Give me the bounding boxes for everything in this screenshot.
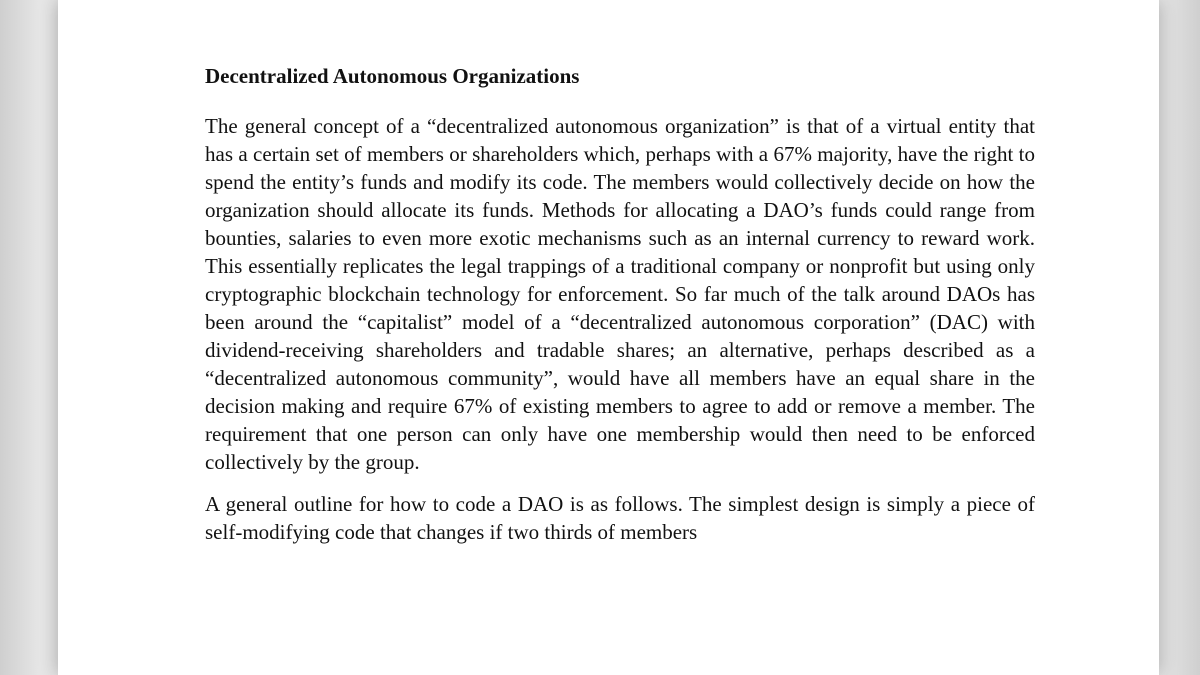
page-content [205, 60, 1035, 546]
body-paragraph-2: A general outline for how to code a DAO is as follows. The simplest design is simply a piece of self-modifying code that changes if two thirds of members [205, 492, 1035, 544]
body-paragraph-1: The general concept of a “decentralized autonomous organization” is that of a virtual entity that has a certain set of members or shareholders which, perhaps with a 67% majority, have the right to spend the entity’s funds and modify its code. The members would collectively decide on how the organization should allocate its funds. Methods for allocating a DAO’s funds could range from bounties, salaries to even more exotic mechanisms such as an internal currency to reward work. This essentially replicates the legal trappings of a traditional company or nonprofit but using only cryptographic blockchain technology for enforcement. So far much of the talk around DAOs has been around the “capitalist” model of a “decentralized autonomous corporation” (DAC) with dividend-receiving shareholders and tradable shares; an alternative, perhaps described as a “decentralized autonomous community”, would have all members have an equal share in the decision making and require 67% of existing members to agree to add or remove a member. The requirement that one person can only have one membership would then need to be enforced collectively by the group. [205, 114, 1035, 474]
section-heading: Decentralized Autonomous Organizations [205, 64, 580, 88]
document-page [58, 0, 1159, 675]
